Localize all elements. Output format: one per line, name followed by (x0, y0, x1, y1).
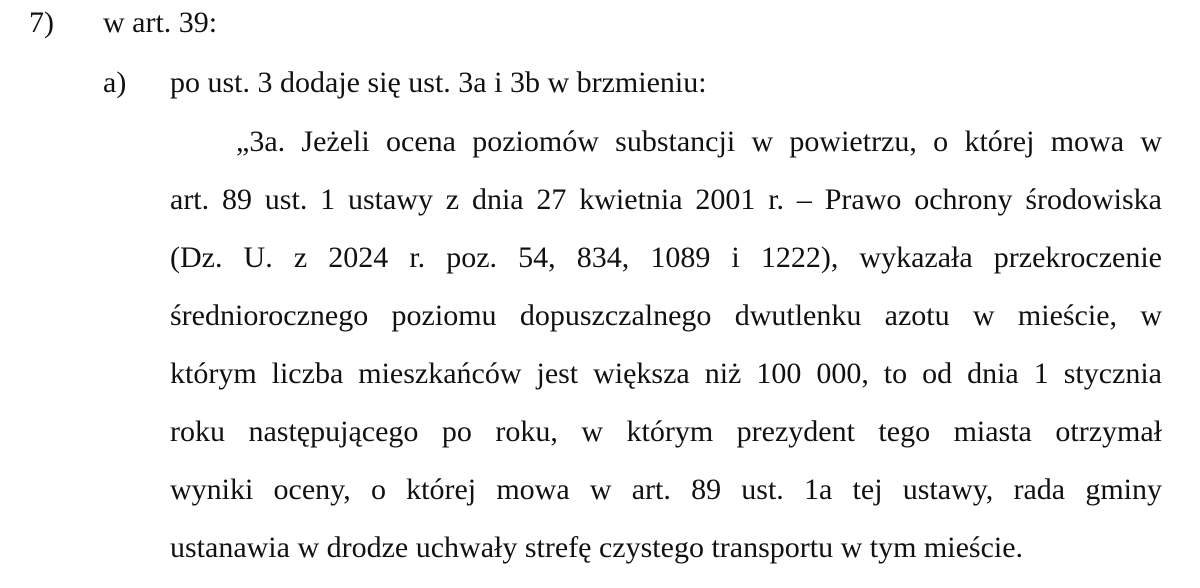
quote-line: ustanawia w drodze uchwały strefę czystego transportu w tym mieście. (170, 531, 1024, 564)
quote-line: art. 89 ust. 1 ustawy z dnia 27 kwietnia 2001 r. – Prawo ochrony środowiska (170, 183, 1162, 216)
quote-line: (Dz. U. z 2024 r. poz. 54, 834, 1089 i 1222), wykazała przekroczenie (170, 241, 1162, 274)
quote-line: „3a. Jeżeli ocena poziomów substancji w powietrzu, o której mowa w (236, 125, 1162, 158)
point-number: 7) (29, 6, 54, 39)
quote-line: średniorocznego poziomu dopuszczalnego dwutlenku azotu w mieście, w (170, 299, 1162, 332)
point-intro: w art. 39: (103, 6, 218, 39)
subpoint-letter: a) (103, 66, 127, 99)
quote-line: roku następującego po roku, w którym prezydent tego miasta otrzymał (170, 415, 1162, 448)
quote-line: wyniki oceny, o której mowa w art. 89 ust. 1a tej ustawy, rada gminy (170, 473, 1162, 506)
quote-line: którym liczba mieszkańców jest większa niż 100 000, to od dnia 1 stycznia (170, 357, 1162, 390)
subpoint-text: po ust. 3 dodaje się ust. 3a i 3b w brzmieniu: (170, 66, 707, 99)
quoted-provision (170, 124, 1162, 588)
